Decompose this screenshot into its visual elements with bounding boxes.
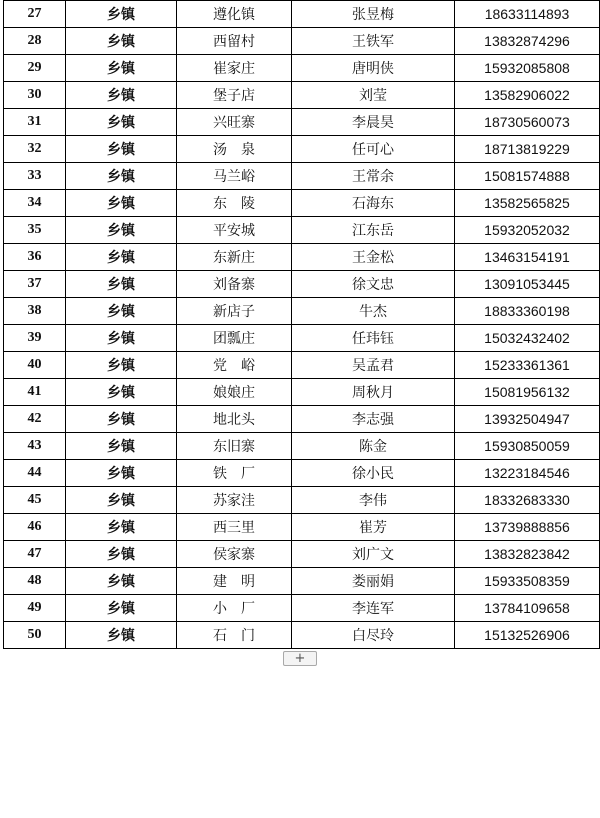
contact-name-cell: 任玮钰 <box>292 325 455 352</box>
table-row <box>4 433 600 460</box>
row-number-cell: 33 <box>4 163 66 190</box>
phone-number-cell: 13739888856 <box>455 514 600 541</box>
table-row <box>4 460 600 487</box>
phone-number-cell: 15132526906 <box>455 622 600 649</box>
table-row <box>4 622 600 649</box>
row-number-cell: 40 <box>4 352 66 379</box>
row-type-cell: 乡镇 <box>66 298 177 325</box>
row-type-cell: 乡镇 <box>66 406 177 433</box>
contact-name-cell: 王金松 <box>292 244 455 271</box>
contact-name-cell: 李晨昊 <box>292 109 455 136</box>
township-cell: 东 陵 <box>177 190 292 217</box>
phone-number-cell: 13582565825 <box>455 190 600 217</box>
phone-number-cell: 18713819229 <box>455 136 600 163</box>
contact-table <box>3 0 600 649</box>
row-type-cell: 乡镇 <box>66 244 177 271</box>
township-cell: 东新庄 <box>177 244 292 271</box>
phone-number-cell: 18633114893 <box>455 1 600 28</box>
row-number-cell: 47 <box>4 541 66 568</box>
row-number-cell: 30 <box>4 82 66 109</box>
contact-name-cell: 徐小民 <box>292 460 455 487</box>
row-number-cell: 29 <box>4 55 66 82</box>
row-number-cell: 35 <box>4 217 66 244</box>
table-row <box>4 244 600 271</box>
row-number-cell: 27 <box>4 1 66 28</box>
table-row <box>4 163 600 190</box>
phone-number-cell: 15930850059 <box>455 433 600 460</box>
table-row <box>4 136 600 163</box>
phone-number-cell: 15933508359 <box>455 568 600 595</box>
contact-name-cell: 牛杰 <box>292 298 455 325</box>
row-type-cell: 乡镇 <box>66 163 177 190</box>
row-number-cell: 43 <box>4 433 66 460</box>
contact-name-cell: 周秋月 <box>292 379 455 406</box>
township-cell: 党 峪 <box>177 352 292 379</box>
contact-name-cell: 李连军 <box>292 595 455 622</box>
table-row <box>4 541 600 568</box>
contact-name-cell: 石海东 <box>292 190 455 217</box>
row-number-cell: 44 <box>4 460 66 487</box>
table-row <box>4 298 600 325</box>
contact-name-cell: 崔芳 <box>292 514 455 541</box>
row-type-cell: 乡镇 <box>66 622 177 649</box>
plus-icon: + <box>294 651 306 666</box>
township-cell: 建 明 <box>177 568 292 595</box>
row-number-cell: 38 <box>4 298 66 325</box>
row-type-cell: 乡镇 <box>66 460 177 487</box>
row-number-cell: 46 <box>4 514 66 541</box>
phone-number-cell: 15932085808 <box>455 55 600 82</box>
township-cell: 刘备寨 <box>177 271 292 298</box>
row-type-cell: 乡镇 <box>66 271 177 298</box>
row-number-cell: 34 <box>4 190 66 217</box>
contact-name-cell: 徐文忠 <box>292 271 455 298</box>
township-cell: 西留村 <box>177 28 292 55</box>
row-type-cell: 乡镇 <box>66 595 177 622</box>
row-number-cell: 39 <box>4 325 66 352</box>
table-row <box>4 325 600 352</box>
contact-name-cell: 刘莹 <box>292 82 455 109</box>
phone-number-cell: 13091053445 <box>455 271 600 298</box>
table-row <box>4 487 600 514</box>
row-number-cell: 50 <box>4 622 66 649</box>
row-number-cell: 28 <box>4 28 66 55</box>
row-number-cell: 31 <box>4 109 66 136</box>
township-cell: 铁 厂 <box>177 460 292 487</box>
phone-number-cell: 18833360198 <box>455 298 600 325</box>
row-type-cell: 乡镇 <box>66 433 177 460</box>
table-row <box>4 217 600 244</box>
contact-name-cell: 任可心 <box>292 136 455 163</box>
township-cell: 崔家庄 <box>177 55 292 82</box>
contact-name-cell: 王常余 <box>292 163 455 190</box>
contact-name-cell: 王铁军 <box>292 28 455 55</box>
row-type-cell: 乡镇 <box>66 379 177 406</box>
township-cell: 小 厂 <box>177 595 292 622</box>
contact-name-cell: 江东岳 <box>292 217 455 244</box>
contact-name-cell: 刘广文 <box>292 541 455 568</box>
township-cell: 东旧寨 <box>177 433 292 460</box>
row-type-cell: 乡镇 <box>66 217 177 244</box>
township-cell: 平安城 <box>177 217 292 244</box>
row-number-cell: 41 <box>4 379 66 406</box>
table-row <box>4 568 600 595</box>
row-type-cell: 乡镇 <box>66 82 177 109</box>
contact-name-cell: 李志强 <box>292 406 455 433</box>
row-type-cell: 乡镇 <box>66 487 177 514</box>
row-type-cell: 乡镇 <box>66 352 177 379</box>
phone-number-cell: 15932052032 <box>455 217 600 244</box>
contact-name-cell: 唐明侠 <box>292 55 455 82</box>
phone-number-cell: 13832874296 <box>455 28 600 55</box>
township-cell: 苏家洼 <box>177 487 292 514</box>
township-cell: 汤 泉 <box>177 136 292 163</box>
phone-number-cell: 15081956132 <box>455 379 600 406</box>
township-cell: 兴旺寨 <box>177 109 292 136</box>
row-number-cell: 48 <box>4 568 66 595</box>
table-row <box>4 514 600 541</box>
contact-name-cell: 张昱梅 <box>292 1 455 28</box>
row-number-cell: 36 <box>4 244 66 271</box>
township-cell: 堡子店 <box>177 82 292 109</box>
phone-number-cell: 13832823842 <box>455 541 600 568</box>
contact-name-cell: 李伟 <box>292 487 455 514</box>
table-body <box>4 1 600 649</box>
township-cell: 马兰峪 <box>177 163 292 190</box>
table-row <box>4 379 600 406</box>
table-row <box>4 271 600 298</box>
phone-number-cell: 13463154191 <box>455 244 600 271</box>
township-cell: 石 门 <box>177 622 292 649</box>
phone-number-cell: 18332683330 <box>455 487 600 514</box>
table-row <box>4 109 600 136</box>
table-row <box>4 28 600 55</box>
township-cell: 新店子 <box>177 298 292 325</box>
phone-number-cell: 15233361361 <box>455 352 600 379</box>
row-number-cell: 37 <box>4 271 66 298</box>
row-number-cell: 49 <box>4 595 66 622</box>
row-type-cell: 乡镇 <box>66 28 177 55</box>
phone-number-cell: 13582906022 <box>455 82 600 109</box>
row-type-cell: 乡镇 <box>66 136 177 163</box>
row-type-cell: 乡镇 <box>66 541 177 568</box>
row-type-cell: 乡镇 <box>66 514 177 541</box>
table-row <box>4 406 600 433</box>
row-number-cell: 45 <box>4 487 66 514</box>
table-row <box>4 1 600 28</box>
table-row <box>4 352 600 379</box>
table-row <box>4 595 600 622</box>
phone-number-cell: 18730560073 <box>455 109 600 136</box>
phone-number-cell: 13784109658 <box>455 595 600 622</box>
township-cell: 西三里 <box>177 514 292 541</box>
township-cell: 地北头 <box>177 406 292 433</box>
row-type-cell: 乡镇 <box>66 568 177 595</box>
row-type-cell: 乡镇 <box>66 109 177 136</box>
table-row <box>4 82 600 109</box>
row-number-cell: 42 <box>4 406 66 433</box>
phone-number-cell: 13932504947 <box>455 406 600 433</box>
contact-name-cell: 陈金 <box>292 433 455 460</box>
row-number-cell: 32 <box>4 136 66 163</box>
phone-number-cell: 13223184546 <box>455 460 600 487</box>
township-cell: 团瓢庄 <box>177 325 292 352</box>
row-type-cell: 乡镇 <box>66 190 177 217</box>
contact-name-cell: 吴孟君 <box>292 352 455 379</box>
contact-name-cell: 娄丽娟 <box>292 568 455 595</box>
phone-number-cell: 15032432402 <box>455 325 600 352</box>
phone-number-cell: 15081574888 <box>455 163 600 190</box>
township-cell: 遵化镇 <box>177 1 292 28</box>
township-cell: 侯家寨 <box>177 541 292 568</box>
row-type-cell: 乡镇 <box>66 55 177 82</box>
table-row <box>4 55 600 82</box>
row-type-cell: 乡镇 <box>66 325 177 352</box>
contact-name-cell: 白尽玲 <box>292 622 455 649</box>
add-row-button[interactable] <box>283 651 317 666</box>
table-row <box>4 190 600 217</box>
township-cell: 娘娘庄 <box>177 379 292 406</box>
row-type-cell: 乡镇 <box>66 1 177 28</box>
